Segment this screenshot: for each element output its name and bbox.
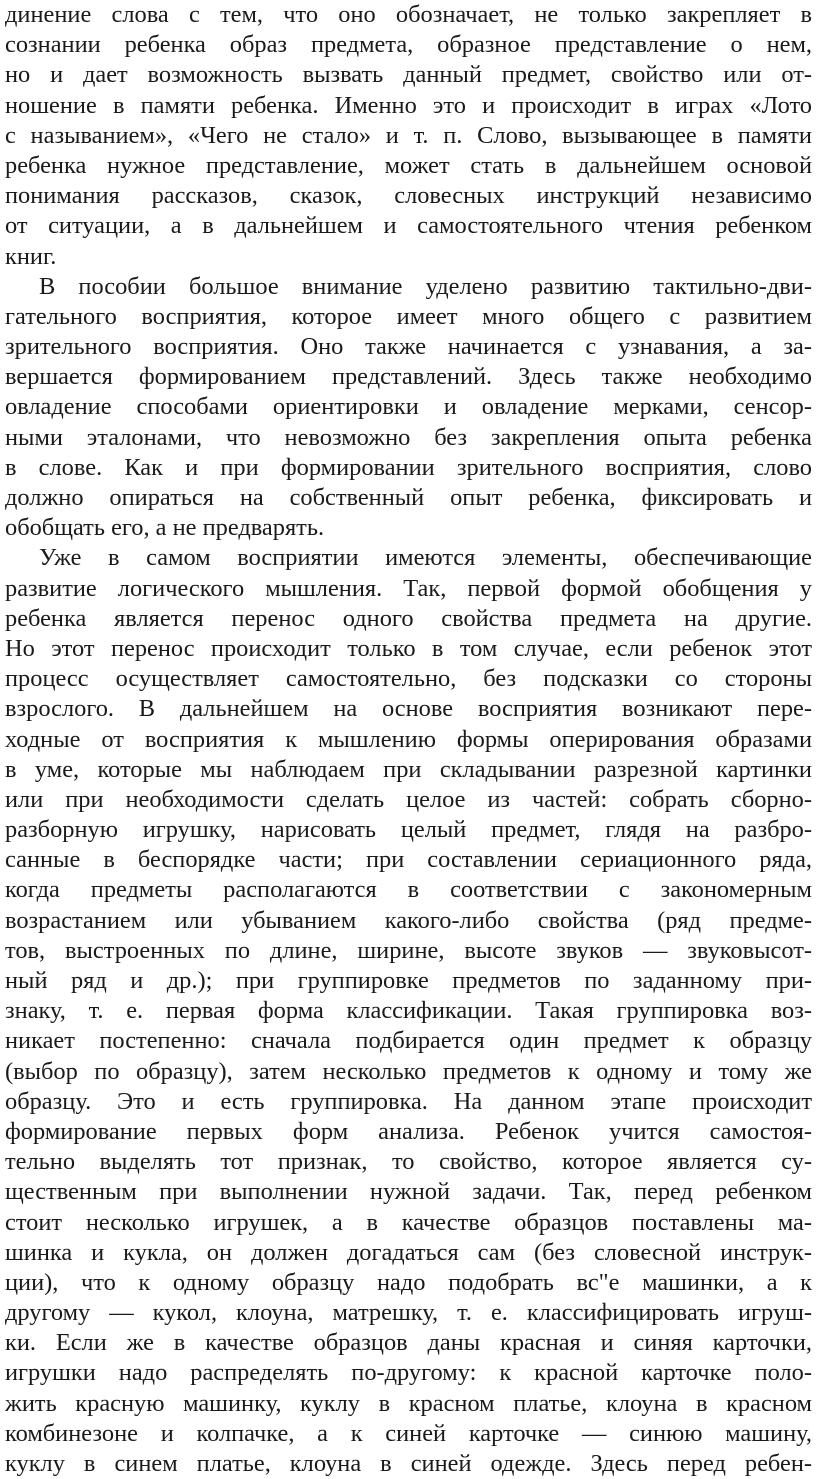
text-line: когда предметы располагаются в соответствии с закономерным (5, 876, 812, 904)
text-line: процесс осуществляет самостоятельно, без подсказки со стороны (5, 665, 812, 693)
text-line: (выбор по образцу), затем несколько предметов к одному и тому же (5, 1057, 812, 1085)
text-line: динение слова с тем, что оно обозначает, не только закрепляет в (5, 1, 812, 28)
text-line: ный ряд и др.); при группировке предметов по заданному при- (5, 967, 812, 994)
paragraph-1 (5, 0, 812, 272)
text-line: но и дает возможность вызвать данный предмет, свойство или от- (5, 61, 812, 89)
text-line: другому — кукол, клоуна, матрешку, т. е. классифицировать игруш- (5, 1299, 812, 1327)
text-line: взрослого. В дальнейшем на основе восприятия возникают пере- (5, 695, 812, 723)
text-line: книг. (5, 242, 57, 270)
text-line: ки. Если же в качестве образцов даны красная и синяя карточки, (5, 1329, 812, 1357)
text-line: куклу в синем платье, клоуна в синей одежде. Здесь перед ребен- (5, 1450, 812, 1477)
text-line: В пособии большое внимание уделено развитию тактильно-дви- (39, 272, 812, 300)
text-line: обобщать его, а не предварять. (5, 514, 325, 542)
text-line: шинка и кукла, он должен догадаться сам (без словесной инструк- (5, 1238, 812, 1266)
text-line: жить красную машинку, куклу в красном платье, клоуна в красном (5, 1389, 812, 1417)
text-line: разборную игрушку, нарисовать целый предмет, глядя на разбро- (5, 816, 812, 844)
text-line: санные в беспорядке части; при составлении сериационного ряда, (5, 846, 812, 874)
text-line: овладение способами ориентировки и овладение мерками, сенсор- (5, 393, 812, 421)
text-line: сознании ребенка образ предмета, образное представление о нем, (5, 31, 812, 59)
text-line: вершается формированием представлений. Здесь также необходимо (5, 363, 812, 391)
text-line: стоит несколько игрушек, а в качестве образцов поставлены ма- (5, 1208, 812, 1236)
text-line: или при необходимости сделать целое из частей: собрать сборно- (5, 785, 812, 813)
text-line: Но этот перенос происходит только в том случае, если ребенок этот (5, 634, 812, 662)
text-line: формирование первых форм анализа. Ребенок учится самостоя- (5, 1117, 812, 1145)
text-line: развитие логического мышления. Так, первой формой обобщения у (5, 574, 812, 602)
text-line: от ситуации, а в дальнейшем и самостоятельного чтения ребенком (5, 212, 812, 240)
paragraph-3 (5, 543, 812, 1479)
text-line: ции), что к одному образцу надо подобрать вс"е машинки, а к (5, 1268, 812, 1296)
text-line: с называнием», «Чего не стало» и т. п. Слово, вызывающее в памяти (5, 121, 812, 149)
text-line: щественным при выполнении нужной задачи. Так, перед ребенком (5, 1178, 812, 1206)
text-line: знаку, т. е. первая форма классификации. Такая группировка воз- (5, 997, 812, 1025)
text-line: тельно выделять тот признак, то свойство, которое является су- (5, 1148, 812, 1176)
text-line: никает постепенно: сначала подбирается один предмет к образцу (5, 1027, 812, 1055)
text-line: в слове. Как и при формировании зрительного восприятия, слово (5, 453, 812, 481)
text-line: ребенка является перенос одного свойства предмета на другие. (5, 604, 812, 632)
text-line: ребенка нужное представление, может стать в дальнейшем основой (5, 151, 812, 179)
paragraph-2 (5, 272, 812, 544)
text-line: гательного восприятия, которое имеет много общего с развитием (5, 302, 812, 330)
text-line: ношение в памяти ребенка. Именно это и происходит в играх «Лото (5, 91, 812, 119)
text-line: тов, выстроенных по длине, ширине, высоте звуков — звуковысот- (5, 936, 812, 964)
text-line: комбинезоне и колпачке, а к синей карточке — синюю машину, (5, 1419, 812, 1447)
text-line: зрительного восприятия. Оно также начинается с узнавания, а за- (5, 333, 812, 361)
text-line: игрушки надо распределять по-другому: к красной карточке поло- (5, 1359, 812, 1387)
text-line: Уже в самом восприятии имеются элементы, обеспечивающие (39, 544, 812, 572)
text-line: понимания рассказов, сказок, словесных инструкций независимо (5, 182, 812, 210)
text-line: должно опираться на собственный опыт ребенка, фиксировать и (5, 484, 812, 511)
text-line: образцу. Это и есть группировка. На данном этапе происходит (5, 1087, 812, 1115)
text-line: ными эталонами, что невозможно без закрепления опыта ребенка (5, 423, 812, 451)
text-line: в уме, которые мы наблюдаем при складывании разрезной картинки (5, 755, 812, 783)
text-line: ходные от восприятия к мышлению формы оперирования образами (5, 725, 812, 753)
text-line: возрастанием или убыванием какого-либо свойства (ряд предме- (5, 906, 812, 934)
